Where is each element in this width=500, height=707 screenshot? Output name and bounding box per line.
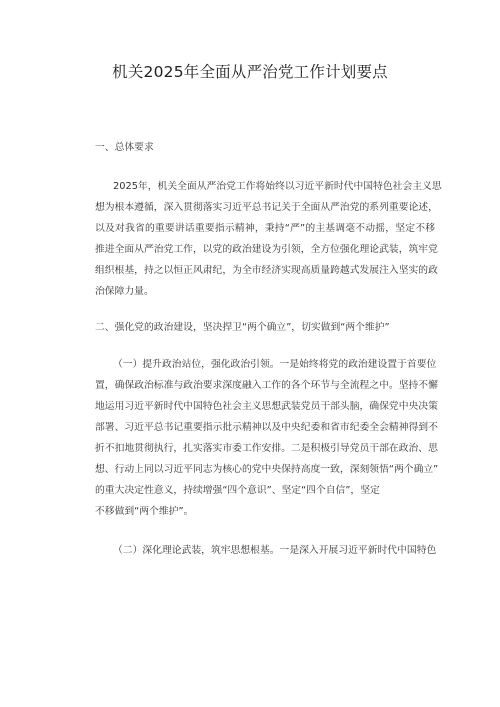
document-title: 机关2025年全面从严治党工作计划要点	[112, 63, 388, 81]
paragraph-line: 想为根本遵循，深入贯彻落实习近平总书记关于全面从严治党的系列重要论述，	[95, 202, 438, 213]
paragraph-line: 组织根基，持之以恒正风肃纪，为全市经济实现高质量跨越式发展注入坚实的政	[95, 265, 438, 276]
section-heading-1: 一、总体要求	[95, 142, 154, 153]
paragraph-line: 以及对我省的重要讲话重要指示精神，秉持“严”的主基调毫不动摇，坚定不移	[95, 223, 435, 234]
paragraph-line: 部署、习近平总书记重要指示批示精神以及中央纪委和省市纪委全会精神得到不	[95, 422, 438, 433]
paragraph-line: 折不扣地贯彻执行，扎实落实市委工作安排。二是积极引导党员干部在政治、思	[95, 443, 438, 454]
paragraph-line: 不移做到“两个维护”。	[95, 506, 194, 517]
paragraph-line: 2025年，机关全面从严治党工作将始终以习近平新时代中国特色社会主义思	[113, 181, 442, 192]
paragraph-line: 地运用习近平新时代中国特色社会主义思想武装党员干部头脑，确保党中央决策	[95, 401, 438, 412]
paragraph-line: 想、行动上同以习近平同志为核心的党中央保持高度一致，深刻领悟“两个确立”	[95, 464, 439, 475]
paragraph-line: 治保障力量。	[95, 286, 154, 297]
paragraph-line: 置，确保政治标准与政治要求深度融入工作的各个环节与全流程之中。坚持不懈	[95, 380, 438, 391]
section-heading-2: 二、强化党的政治建设，坚决捍卫“两个确立”，切实做到“两个维护”	[95, 322, 390, 333]
paragraph-line: 的重大决定性意义，持续增强“四个意识”、坚定“四个自信”，坚定	[95, 485, 380, 496]
paragraph-line: （二）深化理论武装，筑牢思想根基。一是深入开展习近平新时代中国特色	[113, 545, 437, 556]
paragraph-line: （一）提升政治站位，强化政治引领。一是始终将党的政治建设置于首要位	[113, 359, 437, 370]
paragraph-line: 推进全面从严治党工作，以党的政治建设为引领，全方位强化理论武装，筑牢党	[95, 244, 438, 255]
